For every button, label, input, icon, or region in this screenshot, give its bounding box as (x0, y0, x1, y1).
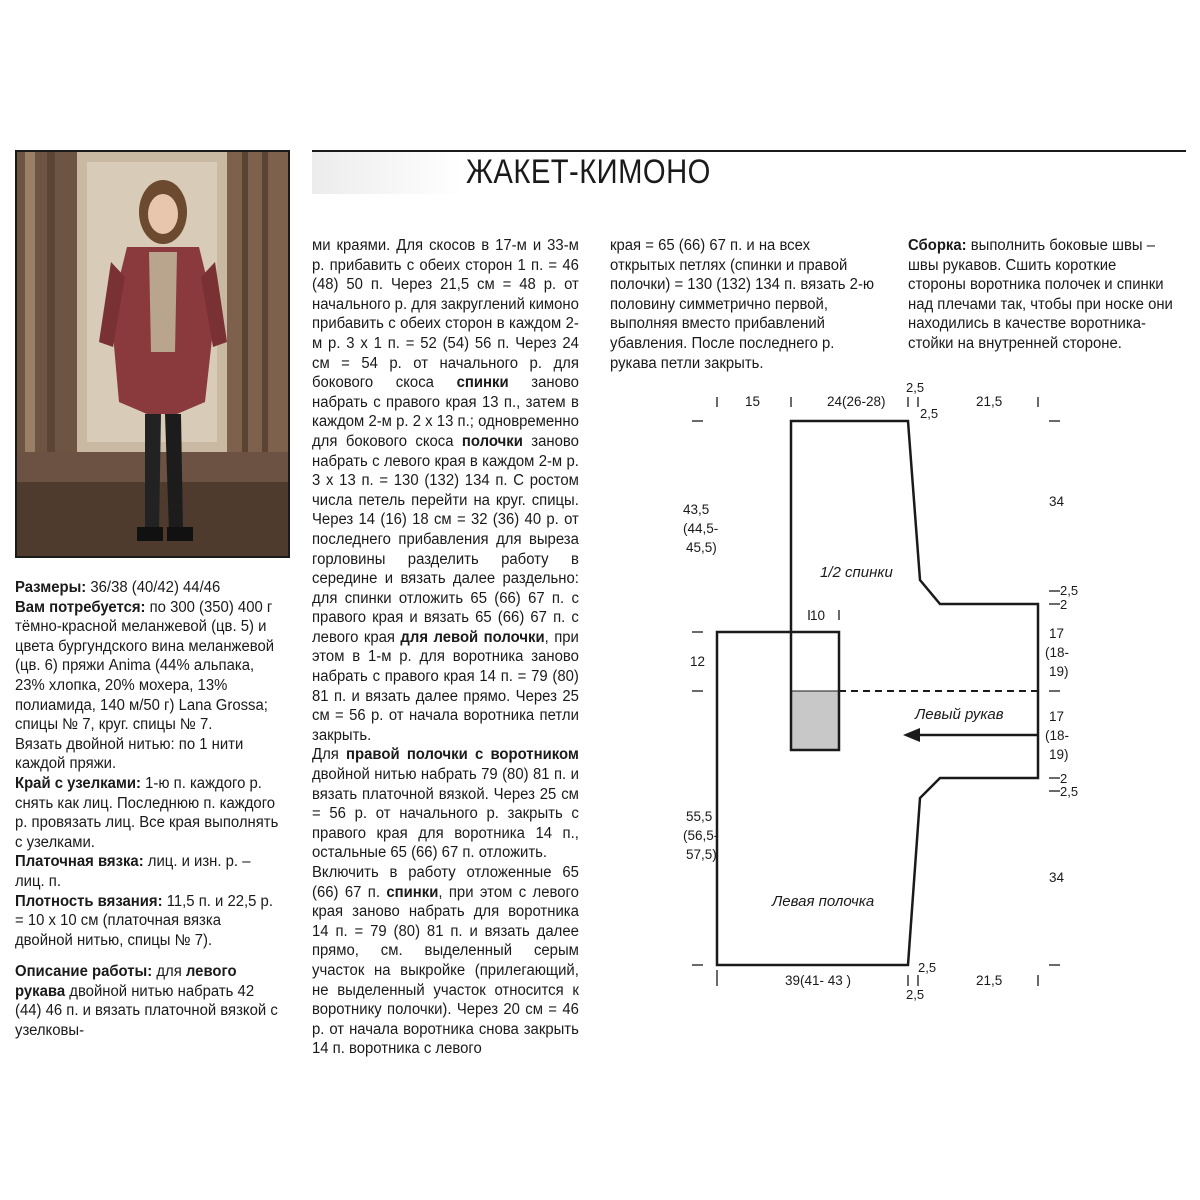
garter-paragraph (15, 852, 280, 891)
title-band (312, 152, 462, 194)
dim-left-57-5: 57,5) (686, 847, 717, 862)
dim-top-21-5: 21,5 (976, 394, 1003, 409)
materials-label: Вам потребуется: (15, 598, 146, 616)
sizes-paragraph (15, 578, 280, 598)
dim-right-2-5-bottom: 2,5 (1060, 784, 1079, 799)
dim-bottom-21-5: 21,5 (976, 973, 1003, 988)
page-title: ЖАКЕТ-КИМОНО (466, 153, 711, 191)
garter-text: лиц. и изн. р. – лиц. п. (15, 853, 251, 890)
label-left-front: Левая полочка (772, 893, 875, 910)
highlighted-collar-area (791, 691, 839, 750)
dim-right-18-b: (18- (1045, 728, 1070, 743)
edge-text: 1-ю п. каждого р. снять как лиц. Последнюю п. каждого р. провязать лиц. Все края выполнять с узелками. (15, 774, 279, 851)
assembly-paragraph (908, 236, 1175, 354)
dim-left-12: 12 (690, 654, 706, 669)
arrow-head (903, 728, 920, 742)
dim-right-34-bottom: 34 (1049, 870, 1065, 885)
garter-label: Платочная вязка: (15, 853, 144, 871)
sizes-label: Размеры: (15, 579, 87, 596)
dim-collar-10: 10 (810, 608, 826, 623)
edge-label: Край с узелками: (15, 774, 141, 792)
col2-paragraph-1: ми краями. Для скосов в 17-м и 33-м р. прибавить с обеих сторон 1 п. = 46 (48) 50 п. Через 21,5 см = 48 р. от начального р. для закруглений кимоно прибавить с обеих сторон в каждом 2-м р. 3 х 1 п. = 52 (54) 56 п. Через 24 см = 54 р. от начального р. для бокового скоса спинки заново набрать с правого края 13 п., затем в каждом 2-м р. 2 х 13 п.; одновременно для бокового скоса полочки заново набрать с левого края в каждом 2-м р. 3 х 13 п. = 130 (132) 134 п. С ростом числа петель перейти на круг. спицы. Через 14 (16) 18 см = 32 (36) 40 р. от последнего прибавления для выреза горловины разделить работу в середине и вязать далее раздельно: для спинки отложить 65 (66) 67 п. с правого края и вязать 65 (66) 67 п. с левого края для левой полочки, при этом в 1-м р. для воротника заново набрать с правого края 14 п. = 79 (80) 81 п. и вязать далее прямо. Через 25 см = 56 р. от начала воротника петли закрыть. (312, 237, 579, 744)
pattern-diagram (676, 380, 1196, 1020)
dim-right-17-a: 17 (1049, 626, 1065, 641)
dim-left-44-5: (44,5- (683, 521, 719, 536)
description-bold-1: левого рукава (15, 963, 237, 1000)
dim-left-43-5: 43,5 (683, 502, 710, 517)
dim-bottom-2-5-b: 2,5 (906, 987, 925, 1002)
dim-right-2-bottom: 2 (1060, 771, 1068, 786)
label-half-back: 1/2 спинки (820, 564, 893, 581)
dim-left-56-5: (56,5- (683, 828, 719, 843)
column-4 (908, 236, 1175, 354)
col3-paragraph: края = 65 (66) 67 п. и на всех открытых петлях (спинки и правой полочки) = 130 (132) 134 п. вязать 2-ю половину симметрично первой, выполняя вместо прибавлений убавления. После последнего р. рукава петли закрыть. (610, 237, 875, 372)
density-text: 11,5 п. и 22,5 р. = 10 х 10 см (платочная вязка двойной нитью, спицы № 7). (15, 892, 273, 949)
dim-right-18-a: (18- (1045, 645, 1070, 660)
dim-right-2-5-top: 2,5 (1060, 583, 1079, 598)
density-label: Плотность вязания: (15, 892, 163, 910)
assembly-text: выполнить боковые швы – швы рукавов. Сшить короткие стороны воротника полочек и спинки над плечами так, чтобы при носке они находились в качестве воротника-стойки на внутренней стороне. (908, 237, 1173, 352)
sizes-text: 36/38 (40/42) 44/46 (86, 579, 221, 596)
double-thread-paragraph: Вязать двойной нитью: по 1 нити каждой пряжи. (15, 735, 244, 773)
edge-paragraph (15, 774, 280, 852)
description-paragraph (15, 962, 280, 1040)
dim-left-55-5: 55,5 (686, 809, 713, 824)
dim-right-34-top: 34 (1049, 494, 1065, 509)
dim-top-15: 15 (745, 394, 761, 409)
model-photo (15, 150, 290, 558)
description-text-1: для (152, 963, 186, 981)
description-label: Описание работы: (15, 963, 153, 981)
dim-left-45-5: 45,5) (686, 540, 717, 555)
column-2 (312, 236, 579, 1059)
dim-bottom-39: 39(41- 43 ) (785, 973, 852, 988)
dim-top-2-5-b: 2,5 (920, 406, 939, 421)
dim-right-2-top: 2 (1060, 597, 1068, 612)
dim-right-19-b: 19) (1049, 747, 1069, 762)
column-3 (610, 236, 875, 373)
assembly-label: Сборка: (908, 237, 967, 254)
dim-right-19-a: 19) (1049, 664, 1069, 679)
dim-top-2-5-a: 2,5 (906, 380, 925, 395)
column-1 (15, 578, 280, 1041)
dim-top-24: 24(26-28) (827, 394, 886, 409)
density-paragraph (15, 892, 280, 951)
materials-paragraph (15, 598, 280, 735)
dim-right-17-b: 17 (1049, 709, 1065, 724)
materials-text: по 300 (350) 400 г тёмно-красной меланжевой (цв. 5) и цвета бургундского вина меланжевой (цв. 6) пряжи Anima (44% альпака, 23% хлопка, 20% мохера, 13% полиамида, 140 м/50 г) Lana Grossa; спицы № 7, круг. спицы № 7. (15, 598, 275, 734)
label-left-sleeve: Левый рукав (915, 706, 1004, 723)
description-text-2: двойной нитью набрать 42 (44) 46 п. и вязать платочной вязкой с узелковы- (15, 982, 278, 1040)
col2-paragraph-3: Включить в работу отложенные 65 (66) 67 п. спинки, при этом с левого края заново набрать для воротника 14 п. = 79 (80) 81 п. и вязать далее прямо, см. выделенный серым участок на выкройке (прилегающий, не выделенный участок относится к воротнику полочки). Через 20 см = 46 р. от начала воротника снова закрыть 14 п. воротника с левого (312, 864, 579, 1058)
pattern-outline (717, 421, 1038, 965)
dim-bottom-2-5-a: 2,5 (918, 960, 937, 975)
col2-paragraph-2: Для правой полочки с воротником двойной нитью набрать 79 (80) 81 п. и вязать платочной вязкой. Через 25 см = 56 р. от начального р. закрыть с правого края для воротника 14 п., остальные 65 (66) 67 п. отложить. (312, 746, 579, 862)
